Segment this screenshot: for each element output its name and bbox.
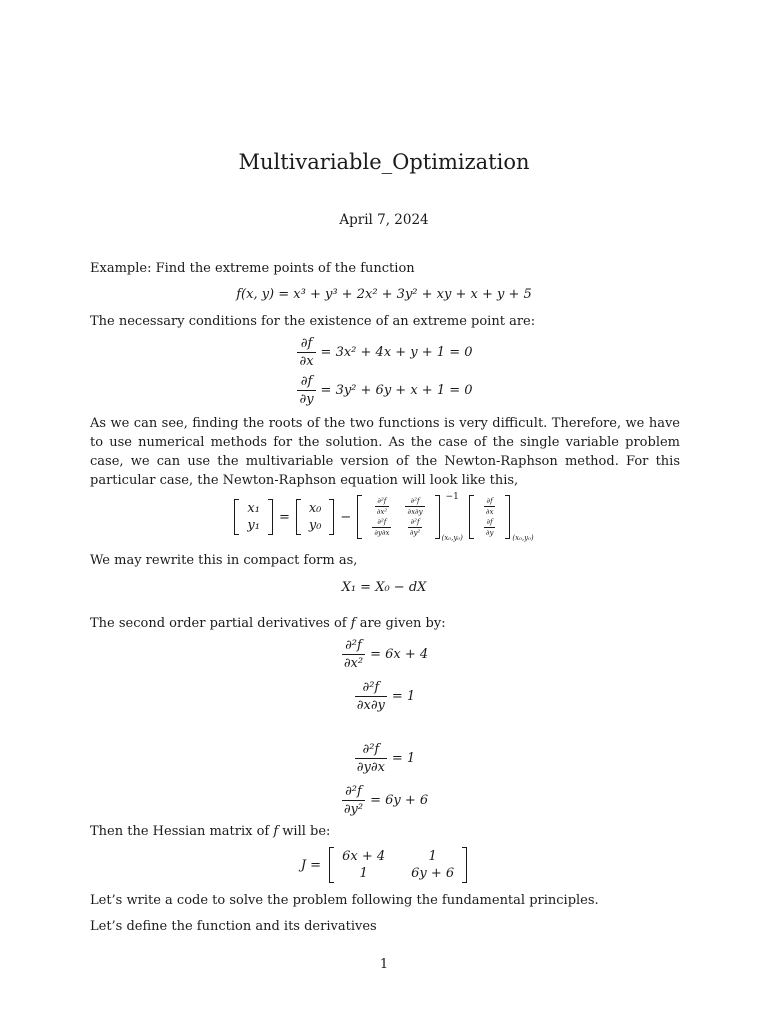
hessian-text xyxy=(90,822,680,841)
d2y-equation xyxy=(0,784,768,817)
hessian-prefix: Then the Hessian matrix of xyxy=(90,824,274,839)
dydx-num: ∂²f xyxy=(355,742,387,759)
hessian-var: f xyxy=(273,824,279,839)
h11-den: ∂x² xyxy=(376,508,388,516)
h11-num: ∂²f xyxy=(375,497,389,507)
nr-equals: = xyxy=(278,509,290,525)
x1-vector xyxy=(234,499,273,535)
code-intro-text: Let’s write a code to solve the problem following the fundamental principles. xyxy=(90,893,599,908)
hessian-matrix xyxy=(329,847,467,883)
hessian-entry-12: 1 xyxy=(428,849,437,864)
gradient-vector xyxy=(469,495,511,539)
hessian-suffix: will be: xyxy=(278,824,331,839)
newton-raphson-equation xyxy=(0,492,768,542)
d2x-den: ∂x² xyxy=(343,656,364,671)
h12-num: ∂²f xyxy=(405,497,424,507)
intro-text: Example: Find the extreme points of the function xyxy=(90,261,415,276)
g2-den: ∂y xyxy=(485,529,494,537)
x0-entry: x₀ xyxy=(308,501,322,516)
inverse-exponent: −1 xyxy=(445,492,459,502)
dfdx-num: ∂f xyxy=(297,336,315,353)
g1-den: ∂x xyxy=(485,508,494,516)
doc-date: April 7, 2024 xyxy=(339,212,429,228)
second-order-text xyxy=(90,614,680,633)
dfdx-rhs: = 3x² + 4x + y + 1 = 0 xyxy=(320,345,473,360)
dfdy-rhs: = 3y² + 6y + x + 1 = 0 xyxy=(320,383,473,398)
compact-equation: X₁ = X₀ − dX xyxy=(341,580,427,595)
eval-point-1: (x₀,y₀) xyxy=(441,534,463,542)
d2x-rhs: = 6x + 4 xyxy=(370,647,429,662)
dydx-equation xyxy=(0,742,768,775)
eval-point-2: (x₀,y₀) xyxy=(512,534,534,542)
d2x-equation xyxy=(0,638,768,671)
function-lhs: f(x, y) = xyxy=(236,287,294,302)
hessian-entry-11: 6x + 4 xyxy=(342,849,386,864)
dxdy-equation xyxy=(0,680,768,713)
hessian-matrix-inline xyxy=(357,495,439,539)
y1-entry: y₁ xyxy=(247,518,260,533)
x1-entry: x₁ xyxy=(247,501,260,516)
numerical-text: As we can see, finding the roots of the two functions is very difficult. Therefore, we have to use numerical methods for the solution. As the case of the single variable problem case, we can use the multivariable version of the Newton-Raphson method. For this particular case, the Newton-Raphson equation will look like this, xyxy=(90,416,680,488)
dxdy-rhs: = 1 xyxy=(391,689,416,704)
dfdy-num: ∂f xyxy=(297,374,315,391)
dxdy-num: ∂²f xyxy=(355,680,387,697)
second-order-prefix: The second order partial derivatives of xyxy=(90,616,351,631)
dfdy-fraction xyxy=(297,374,315,407)
function-rhs: x³ + y³ + 2x² + 3y² + xy + x + y + 5 xyxy=(293,287,532,302)
compact-text: We may rewrite this in compact form as, xyxy=(90,553,358,568)
hessian-entry-21: 1 xyxy=(359,866,368,881)
dydx-den: ∂y∂x xyxy=(356,760,385,775)
hessian-equation xyxy=(0,847,768,883)
x0-vector xyxy=(296,499,335,535)
dfdy-equation xyxy=(0,374,768,407)
dxdy-den: ∂x∂y xyxy=(356,698,385,713)
d2y-den: ∂y² xyxy=(343,802,364,817)
necessary-text: The necessary conditions for the existence of an extreme point are: xyxy=(90,314,536,329)
h21-den: ∂y∂x xyxy=(374,529,390,537)
d2y-num: ∂²f xyxy=(342,784,365,801)
hessian-lhs: J = xyxy=(300,857,322,873)
hessian-entry-22: 6y + 6 xyxy=(411,866,455,881)
dfdy-den: ∂y xyxy=(299,392,314,407)
g1-num: ∂f xyxy=(484,497,496,507)
y0-entry: y₀ xyxy=(308,518,322,533)
h12-den: ∂x∂y xyxy=(407,508,423,516)
nr-minus: − xyxy=(340,509,352,525)
doc-title: Multivariable_Optimization xyxy=(238,150,530,174)
h22-num: ∂²f xyxy=(408,518,422,528)
d2y-rhs: = 6y + 6 xyxy=(370,793,429,808)
g2-num: ∂f xyxy=(484,518,496,528)
dfdx-equation xyxy=(0,336,768,369)
second-order-var: f xyxy=(350,616,356,631)
dfdx-den: ∂x xyxy=(299,354,314,369)
dydx-rhs: = 1 xyxy=(391,751,416,766)
function-equation xyxy=(0,287,768,302)
page-number: 1 xyxy=(379,957,389,972)
second-order-suffix: are given by: xyxy=(355,616,446,631)
h22-den: ∂y² xyxy=(409,529,421,537)
define-text: Let’s define the function and its derivatives xyxy=(90,919,377,934)
h21-num: ∂²f xyxy=(372,518,391,528)
d2x-num: ∂²f xyxy=(342,638,365,655)
dfdx-fraction xyxy=(297,336,315,369)
